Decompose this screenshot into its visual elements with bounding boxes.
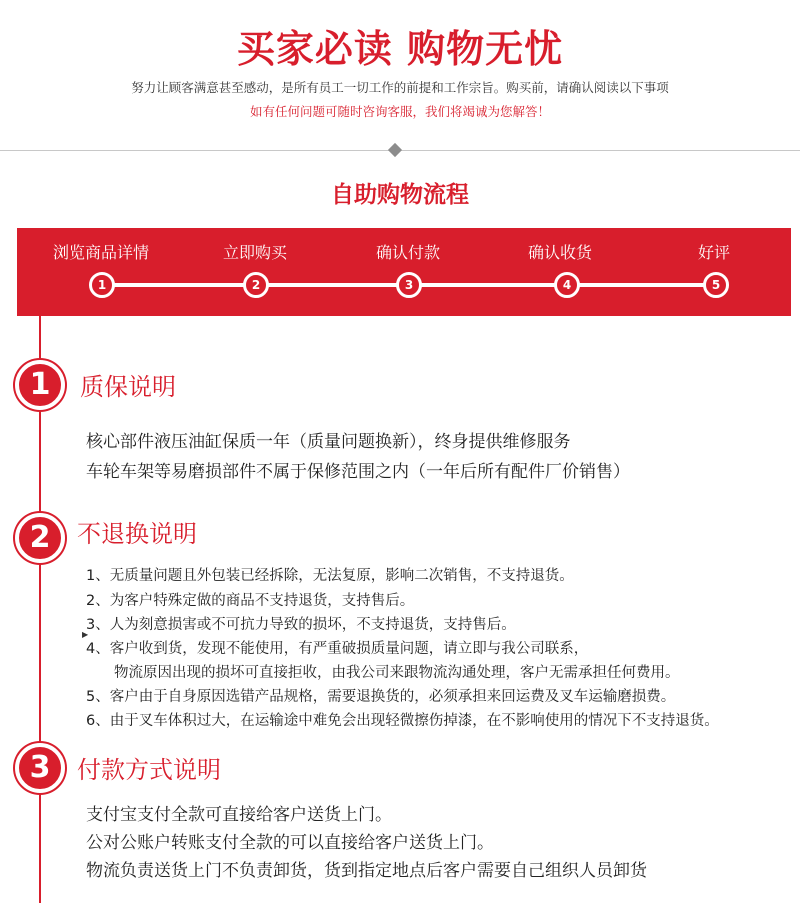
step-label-buy: 立即购买 [222,243,287,262]
cursor-arrow-icon: ▶ [82,630,89,639]
customer-service-note: 如有任何问题可随时咨询客服，我们将竭诚为您解答！ [249,104,550,119]
section-title-warranty: 质保说明 [80,373,176,401]
page-subtitle: 努力让顾客满意甚至感动，是所有员工一切工作的前提和工作宗旨。购买前，请确认阅读以下事项 [131,80,669,95]
step-number-3: 3 [396,272,422,298]
payment-line: 支付宝支付全款可直接给客户送货上门。 [86,805,392,825]
step-label-review: 好评 [697,243,730,262]
payment-line: 公对公账户转账支付全款的可以直接给客户送货上门。 [86,833,494,853]
no-return-line: 物流原因出现的损坏可直接拒收，由我公司来跟物流沟通处理，客户无需承担任何费用。 [114,665,680,681]
step-label-receive: 确认收货 [527,243,592,262]
section-title-no-return: 不退换说明 [77,520,197,548]
process-title: 自助购物流程 [331,182,469,208]
step-number-5: 5 [703,272,729,298]
page-title: 买家必读 购物无忧 [236,27,564,71]
no-return-line: 1、无质量问题且外包装已经拆除，无法复原，影响二次销售，不支持退货。 [86,568,574,584]
warranty-line: 核心部件液压油缸保质一年（质量问题换新），终身提供维修服务 [86,432,571,452]
step-label-browse: 浏览商品详情 [52,243,149,262]
warranty-line: 车轮车架等易磨损部件不属于保修范围之内（一年后所有配件厂价销售） [86,462,630,482]
payment-line: 物流负责送货上门不负责卸货，货到指定地点后客户需要自己组织人员卸货 [86,861,647,881]
step-number-2: 2 [243,272,269,298]
section-title-payment: 付款方式说明 [77,756,221,784]
diamond-icon [388,143,402,157]
section-number-badge: 3 [15,743,65,793]
no-return-line: 3、人为刻意损害或不可抗力导致的损坏，不支持退货，支持售后。 [86,617,516,633]
step-label-pay: 确认付款 [375,243,440,262]
section-number-badge: 2 [15,513,65,563]
no-return-line: 6、由于叉车体积过大，在运输途中难免会出现轻微擦伤掉漆，在不影响使用的情况下不支持退货。 [86,713,719,729]
no-return-line: 4、客户收到货，发现不能使用，有严重破损质量问题，请立即与我公司联系， [86,641,589,657]
no-return-line: 2、为客户特殊定做的商品不支持退货，支持售后。 [86,593,415,609]
no-return-line: 5、客户由于自身原因选错产品规格，需要退换货的，必须承担来回运费及叉车运输磨损费。 [86,689,676,705]
section-number-badge: 1 [15,360,65,410]
step-number-1: 1 [89,272,115,298]
step-number-4: 4 [554,272,580,298]
